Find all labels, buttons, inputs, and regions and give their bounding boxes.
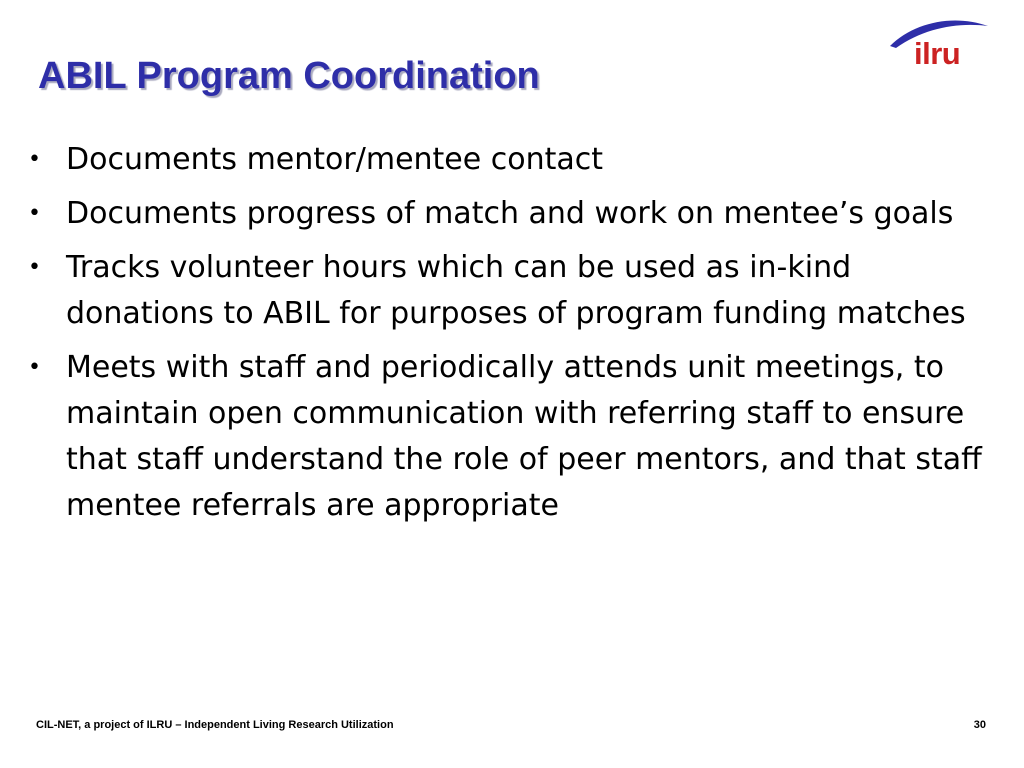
bullet-item bbox=[28, 345, 1004, 529]
bullet-list bbox=[28, 137, 1004, 537]
slide-title: ABIL Program Coordination bbox=[38, 55, 540, 97]
bullet-text: Documents mentor/mentee contact bbox=[66, 142, 604, 177]
bullet-icon: • bbox=[28, 147, 41, 172]
bullet-item bbox=[28, 245, 1004, 337]
bullet-text: Tracks volunteer hours which can be used as in-kind donations to ABIL for purposes of program funding matches bbox=[66, 250, 966, 331]
bullet-item bbox=[28, 191, 1004, 237]
bullet-text: Documents progress of match and work on mentee’s goals bbox=[66, 196, 954, 231]
bullet-text: Meets with staff and periodically attends unit meetings, to maintain open communication with referring staff to ensure that staff understand the role of peer mentors, and that staff mentee referrals are appropriate bbox=[66, 350, 982, 523]
page-number: 30 bbox=[973, 719, 986, 731]
bullet-item bbox=[28, 137, 1004, 183]
ilru-logo bbox=[884, 16, 994, 72]
logo-text: ilru bbox=[914, 36, 961, 71]
bullet-icon: • bbox=[28, 255, 41, 280]
bullet-icon: • bbox=[28, 201, 41, 226]
footer-credit: CIL-NET, a project of ILRU – Independent Living Research Utilization bbox=[36, 719, 394, 731]
bullet-icon: • bbox=[28, 355, 41, 380]
